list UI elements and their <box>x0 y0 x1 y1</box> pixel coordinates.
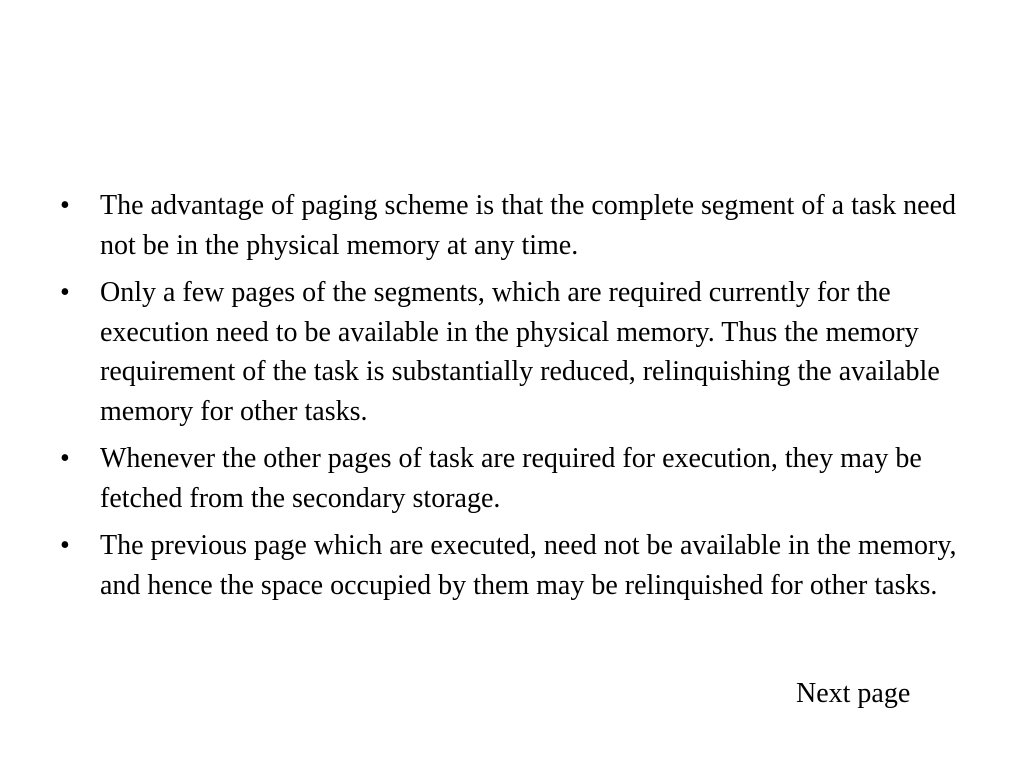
bullet-item <box>60 526 960 605</box>
bullet-marker: • <box>60 277 70 308</box>
bullet-item <box>60 439 960 518</box>
next-page-link[interactable]: Next page <box>796 678 911 709</box>
bullet-list <box>60 186 960 613</box>
bullet-item <box>60 273 960 431</box>
bullet-marker: • <box>60 530 70 561</box>
bullet-marker: • <box>60 443 70 474</box>
bullet-text: The advantage of paging scheme is that the complete segment of a task need not be in the physical memory at any time. <box>100 190 957 261</box>
bullet-item <box>60 186 960 265</box>
bullet-text: Whenever the other pages of task are required for execution, they may be fetched from the secondary storage. <box>100 443 922 514</box>
bullet-text: The previous page which are executed, need not be available in the memory, and hence the space occupied by them may be relinquished for other tasks. <box>100 530 957 601</box>
bullet-text: Only a few pages of the segments, which are required currently for the execution need to be available in the physical memory. Thus the memory requirement of the task is substantially reduced, relinquishing the available memory for other tasks. <box>100 277 940 427</box>
bullet-marker: • <box>60 190 70 221</box>
